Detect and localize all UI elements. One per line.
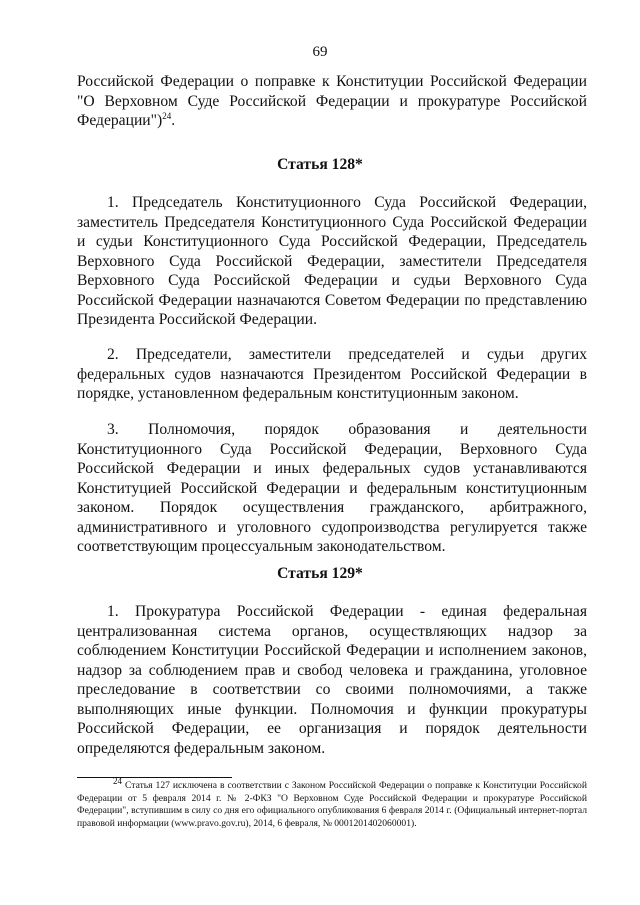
article-128-paragraph-3	[77, 420, 587, 557]
paragraph-text: 1. Прокуратура Российской Федерации - единая федеральная централизованная система органов, осуществляющих надзор за соблюдением Конституции Российской Федерации и исполнением законов, надзор за соблюдением прав и свобод человека и гражданина, уголовное преследование в соответствии со своими полномочиями, а также выполняющих иные функции. Полномочия и функции прокуратуры Российской Федерации, ее организация и порядок деятельности определяются федеральным законом.	[77, 603, 587, 757]
intro-text: Российской Федерации о поправке к Конституции Российской Федерации "О Верховном Суде Российской Федерации и прокуратуре Российской Федерации")	[77, 73, 587, 129]
intro-tail: .	[171, 112, 176, 129]
footnote-reference[interactable]: 24	[162, 110, 172, 121]
intro-paragraph	[77, 72, 587, 131]
footnote-marker: 24	[113, 775, 122, 786]
footnote-text: Статья 127 исключена в соответствии с Законом Российской Федерации о поправке к Конституции Российской Федерации от 5 февраля 2014 г. № 2-ФКЗ "О Верховном Суде Российской Федерации и прокуратуре Российской Федерации", вступившим в силу со дня его официального опубликования 6 февраля 2014 г. (Официальный интернет-портал правовой информации (www.pravo.gov.ru), 2014, 6 февраля, № 0001201402060001).	[77, 780, 587, 829]
page-number: 69	[312, 44, 328, 60]
article-128-paragraph-2	[77, 345, 587, 404]
article-128-heading: Статья 128*	[277, 156, 363, 173]
footnote	[77, 775, 587, 830]
paragraph-text: 1. Председатель Конституционного Суда Российской Федерации, заместитель Председателя Конституционного Суда Российской Федерации и судьи Конституционного Суда Российской Федерации, Председатель Верховного Суда Российской Федерации, заместители Председателя Верховного Суда Российской Федерации и судьи Верховного Суда Российской Федерации назначаются Советом Федерации по представлению Президента Российской Федерации.	[77, 194, 587, 328]
article-128-paragraph-1	[77, 193, 587, 330]
paragraph-text: 2. Председатели, заместители председателей и судьи других федеральных судов назначаются Президентом Российской Федерации в порядке, установленном федеральным конституционным законом.	[77, 346, 587, 402]
paragraph-text: 3. Полномочия, порядок образования и деятельности Конституционного Суда Российской Федерации, Верховного Суда Российской Федерации и иных федеральных судов устанавливаются Конституцией Российской Федерации и федеральным конституционным законом. Порядок осуществления гражданского, арбитражного, административного и уголовного судопроизводства регулируется также соответствующим процессуальным законодательством.	[77, 421, 587, 555]
footnote-separator	[77, 777, 232, 778]
article-129-heading: Статья 129*	[277, 565, 363, 582]
article-129-paragraph-1	[77, 602, 587, 758]
